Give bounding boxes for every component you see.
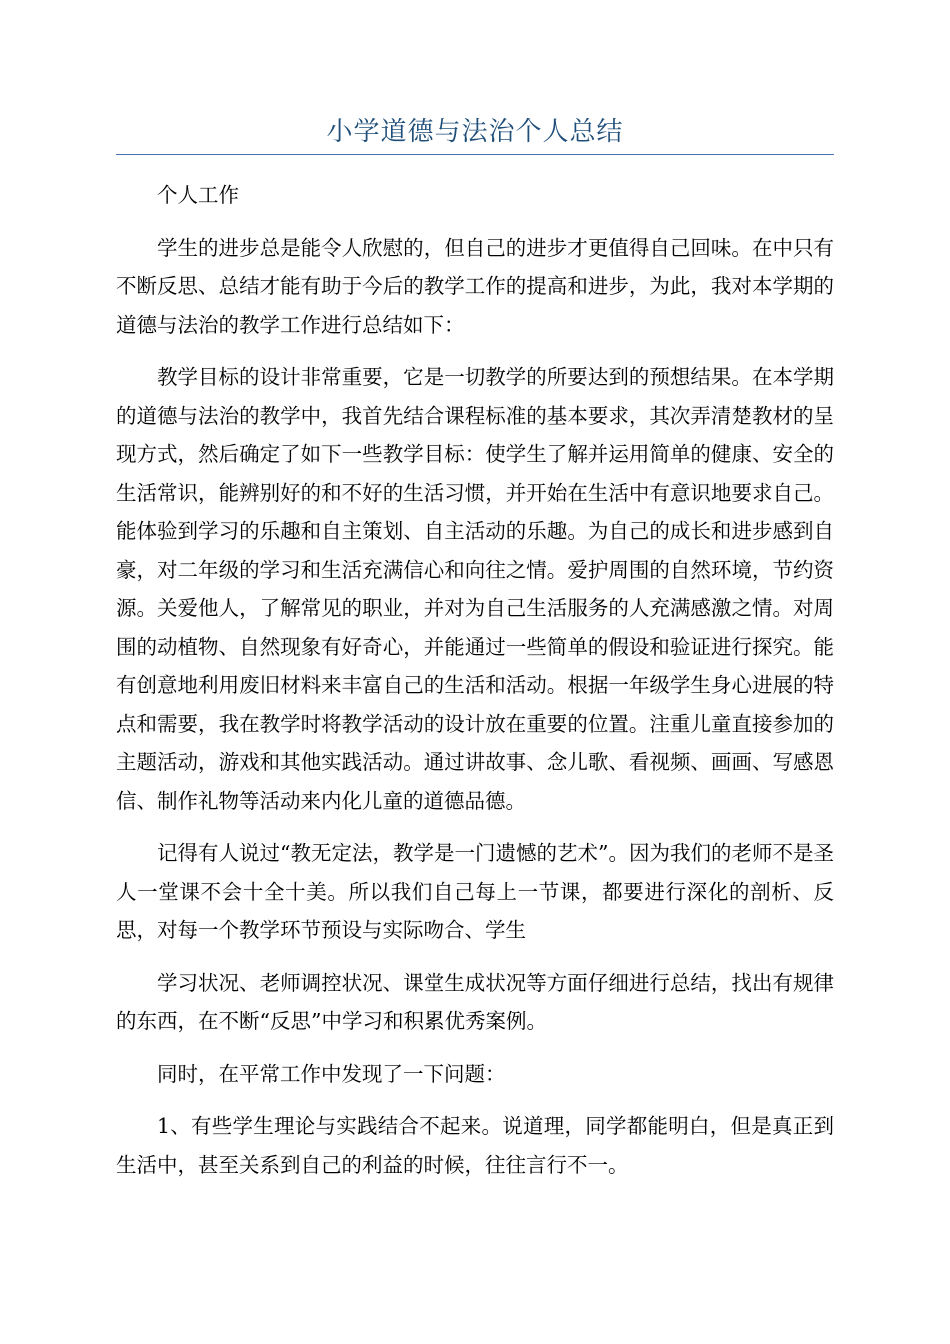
document-body	[116, 176, 834, 1198]
paragraph-summary: 学习状况、老师调控状况、课堂生成状况等方面仔细进行总结，找出有规律的东西，在不断“反思”中学习和积累优秀案例。	[116, 970, 834, 1033]
paragraph-problems-intro: 同时，在平常工作中发现了一下问题：	[157, 1061, 506, 1086]
paragraph-problem-1: 1、有些学生理论与实践结合不起来。说道理，同学都能明白，但是真正到生活中，甚至关系到自己的利益的时候，往往言行不一。	[116, 1114, 834, 1177]
paragraph-reflection: 记得有人说过“教无定法，教学是一门遗憾的艺术”。因为我们的老师不是圣人一堂课不会十全十美。所以我们自己每上一节课，都要进行深化的剖析、反思，对每一个教学环节预设与实际吻合、学生	[116, 841, 834, 942]
paragraph-section-heading: 个人工作	[157, 183, 239, 207]
document-title: 小学道德与法治个人总结	[326, 117, 624, 147]
paragraph-intro: 学生的进步总是能令人欣慰的，但自己的进步才更值得自己回味。在中只有不断反思、总结才能有助于今后的教学工作的提高和进步，为此，我对本学期的道德与法治的教学工作进行总结如下：	[116, 235, 834, 337]
title-underline	[116, 154, 834, 155]
paragraph-teaching-goals: 教学目标的设计非常重要，它是一切教学的所要达到的预想结果。在本学期的道德与法治的教学中，我首先结合课程标准的基本要求，其次弄清楚教材的呈现方式，然后确定了如下一些教学目标：使学生了解并运用简单的健康、安全的生活常识，能辨别好的和不好的生活习惯，并开始在生活中有意识地要求自己。能体验到学习的乐趣和自主策划、自主活动的乐趣。为自己的成长和进步感到自豪，对二年级的学习和生活充满信心和向往之情。爱护周围的自然环境，节约资源。关爱他人，了解常见的职业，并对为自己生活服务的人充满感激之情。对周围的动植物、自然现象有好奇心，并能通过一些简单的假设和验证进行探究。能有创意地利用废旧材料来丰富自己的生活和活动。根据一年级学生身心进展的特点和需要，我在教学时将教学活动的设计放在重要的位置。注重儿童直接参加的主题活动，游戏和其他实践活动。通过讲故事、念儿歌、看视频、画画、写感恩信、制作礼物等活动来内化儿童的道德品德。	[116, 365, 834, 813]
